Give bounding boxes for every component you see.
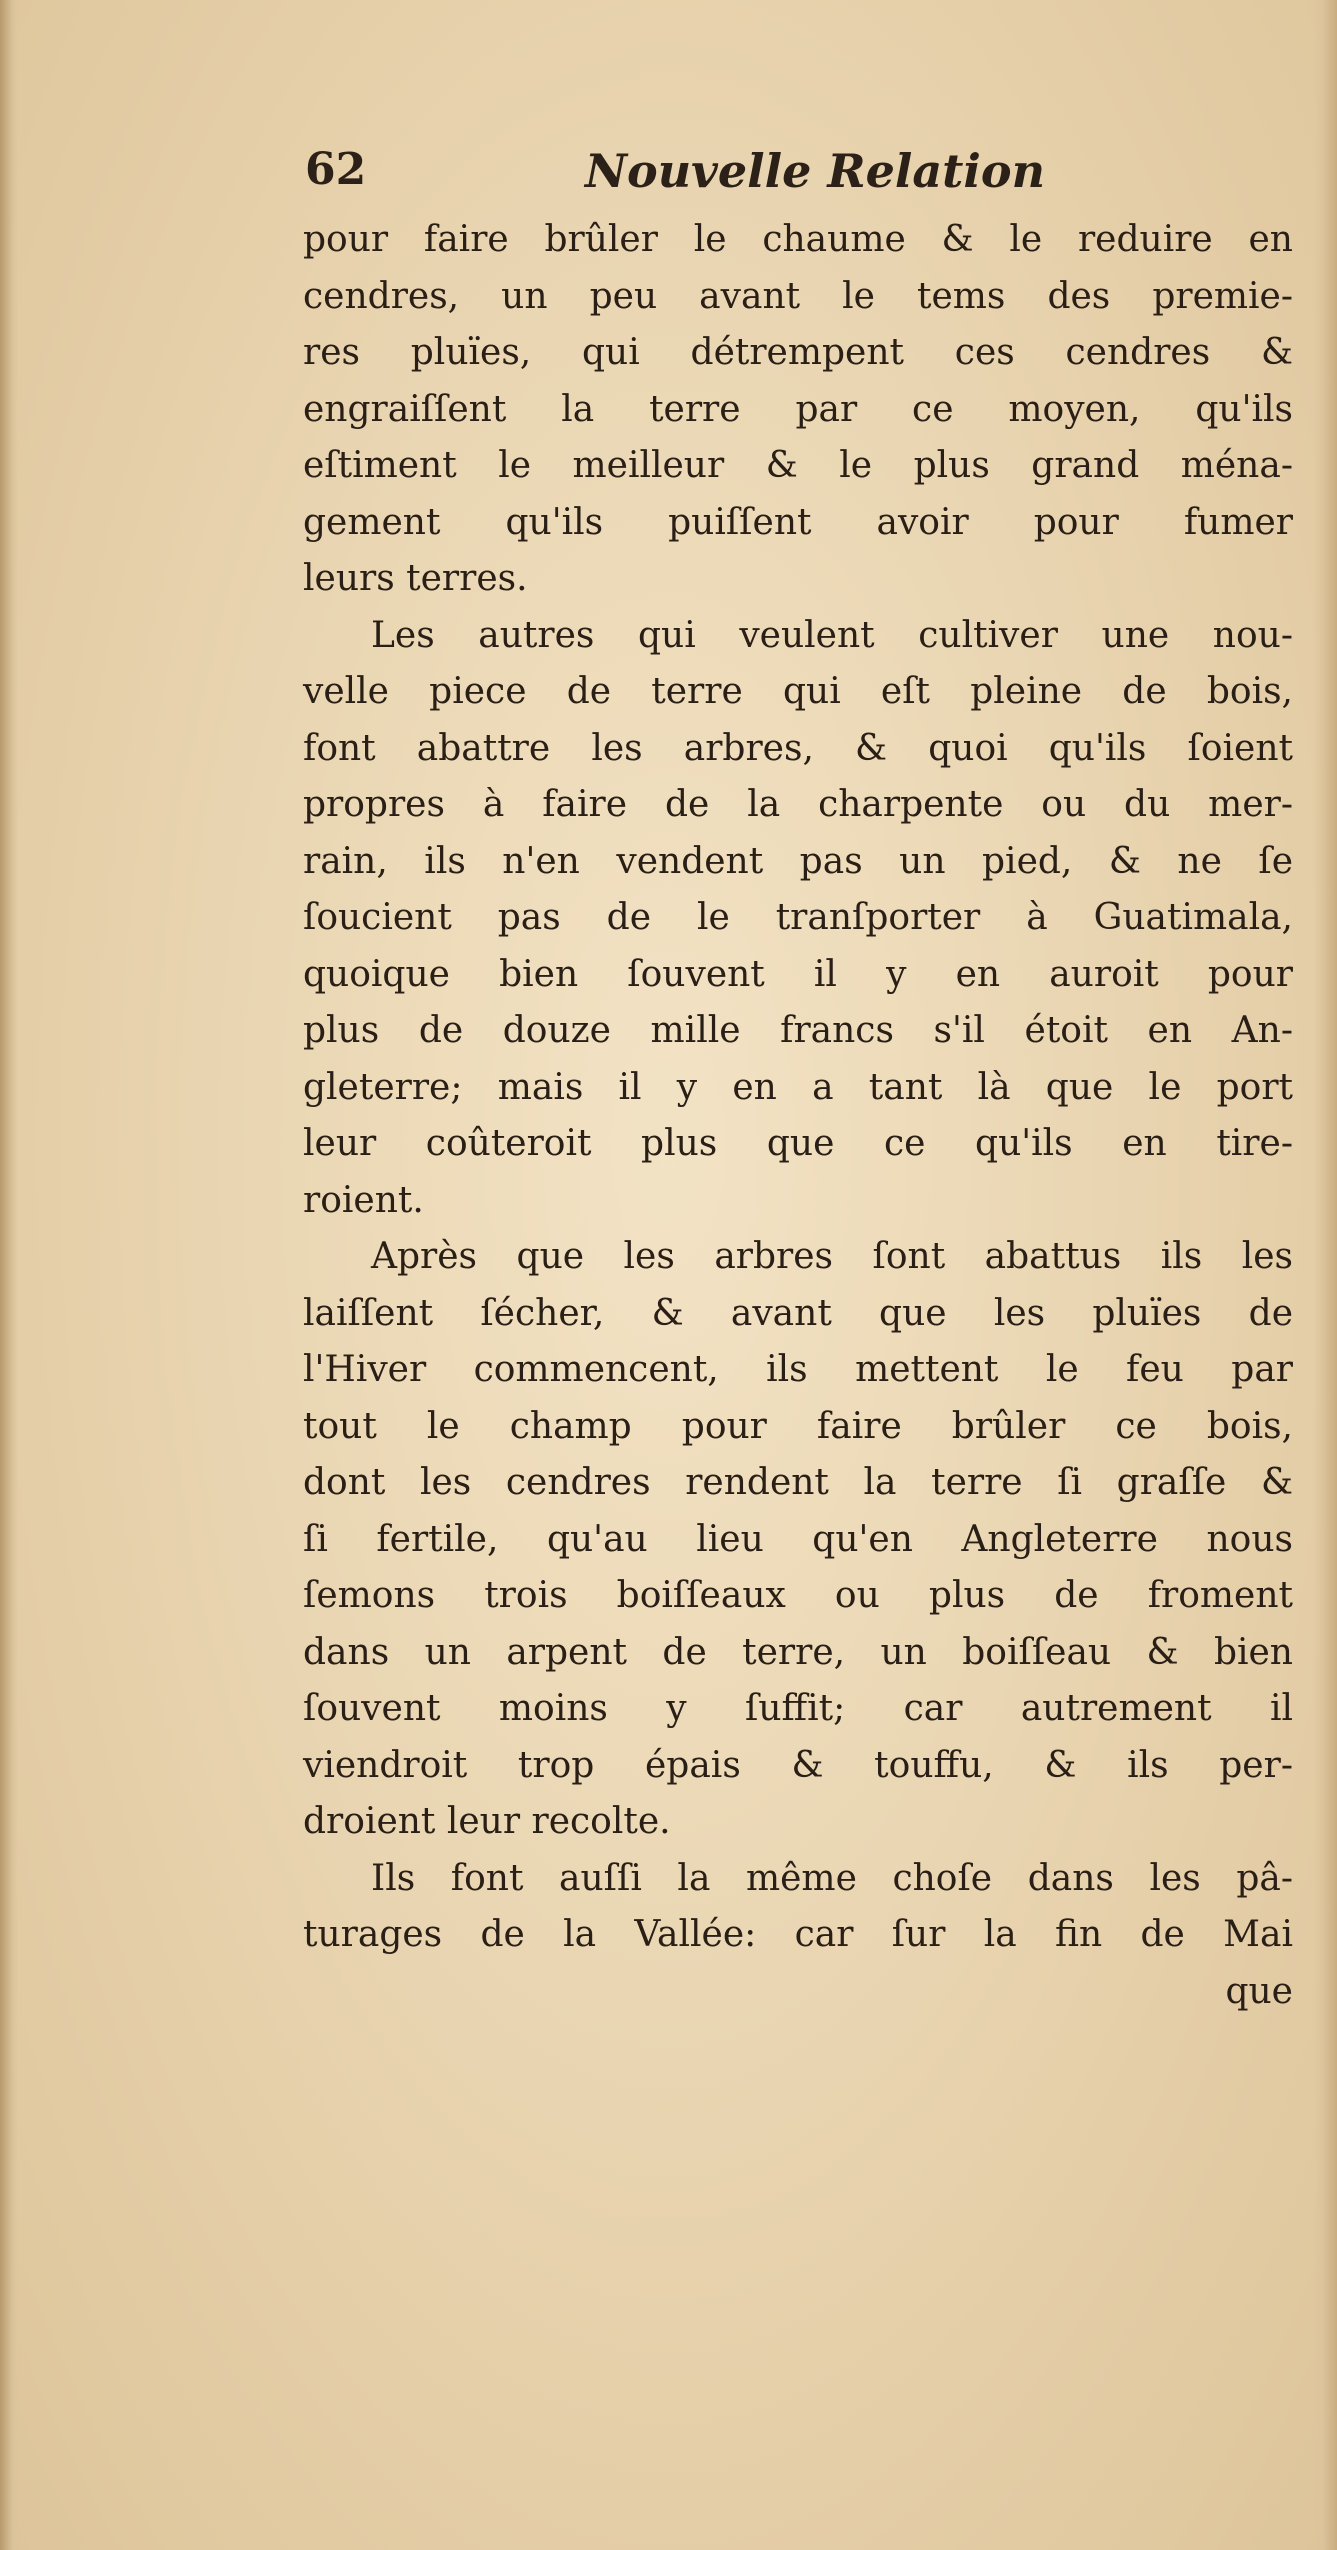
text-line: leurs terres. <box>303 558 528 599</box>
paragraph-start-line: Après que les arbres ſont abattus ils les <box>371 1236 1293 1277</box>
text-line: ſi fertile, qu'au lieu qu'en Angleterre nous <box>303 1518 1293 1560</box>
text-line: eſtiment le meilleur & le plus grand ména- <box>303 445 1293 486</box>
text-line: cendres, un peu avant le tems des premie- <box>303 275 1293 317</box>
text-line: plus de douze mille francs s'il étoit en An- <box>303 1010 1293 1051</box>
text-line: turages de la Vallée: car ſur la fin de Mai <box>303 1914 1293 1955</box>
text-line: gement qu'ils puiſſent avoir pour fumer <box>303 501 1293 543</box>
text-line: rain, ils n'en vendent pas un pied, & ne ſe <box>303 840 1293 882</box>
text-line: engraiſſent la terre par ce moyen, qu'ils <box>303 388 1293 430</box>
text-line: pour faire brûler le chaume & le reduire en <box>303 219 1293 260</box>
text-line: roient. <box>303 1179 424 1221</box>
text-line: viendroit trop épais & touffu, & ils per- <box>303 1744 1293 1786</box>
text-line: ſouvent moins y ſuffit; car autrement il <box>303 1688 1293 1729</box>
catchword: que <box>1225 1970 1293 2012</box>
running-title: Nouvelle Relation <box>585 144 1046 198</box>
text-line: res pluïes, qui détrempent ces cendres & <box>303 332 1293 373</box>
text-line: ſemons trois boiſſeaux ou plus de froment <box>303 1575 1293 1616</box>
text-line: dont les cendres rendent la terre ſi graſſe & <box>303 1462 1293 1503</box>
text-line: propres à faire de la charpente ou du mer- <box>303 784 1293 825</box>
page-header <box>305 140 1046 210</box>
paragraph-start-line: Ils font auſſi la même choſe dans les pâ- <box>371 1857 1293 1899</box>
text-line: leur coûteroit plus que ce qu'ils en tire- <box>303 1123 1293 1164</box>
text-line: velle piece de terre qui eſt pleine de bois, <box>303 671 1293 712</box>
text-line: tout le champ pour faire brûler ce bois, <box>303 1405 1293 1447</box>
body-text <box>303 212 1293 2020</box>
text-line: droient leur recolte. <box>303 1801 671 1842</box>
text-line: ſoucient pas de le tranſporter à Guatimala, <box>303 897 1293 938</box>
text-line: laiſſent ſécher, & avant que les pluïes de <box>303 1292 1293 1334</box>
page-number: 62 <box>305 144 367 195</box>
text-line: gleterre; mais il y en a tant là que le port <box>303 1066 1293 1108</box>
text-line: quoique bien ſouvent il y en auroit pour <box>303 953 1293 995</box>
text-line: font abattre les arbres, & quoi qu'ils ſoient <box>303 727 1293 769</box>
text-line: l'Hiver commencent, ils mettent le feu par <box>303 1349 1293 1390</box>
page-gutter-shadow <box>0 0 18 2550</box>
text-line: dans un arpent de terre, un boiſſeau & bien <box>303 1631 1293 1673</box>
paragraph-start-line: Les autres qui veulent cultiver une nou- <box>371 614 1293 656</box>
page-edge-shadow <box>1313 0 1337 2550</box>
